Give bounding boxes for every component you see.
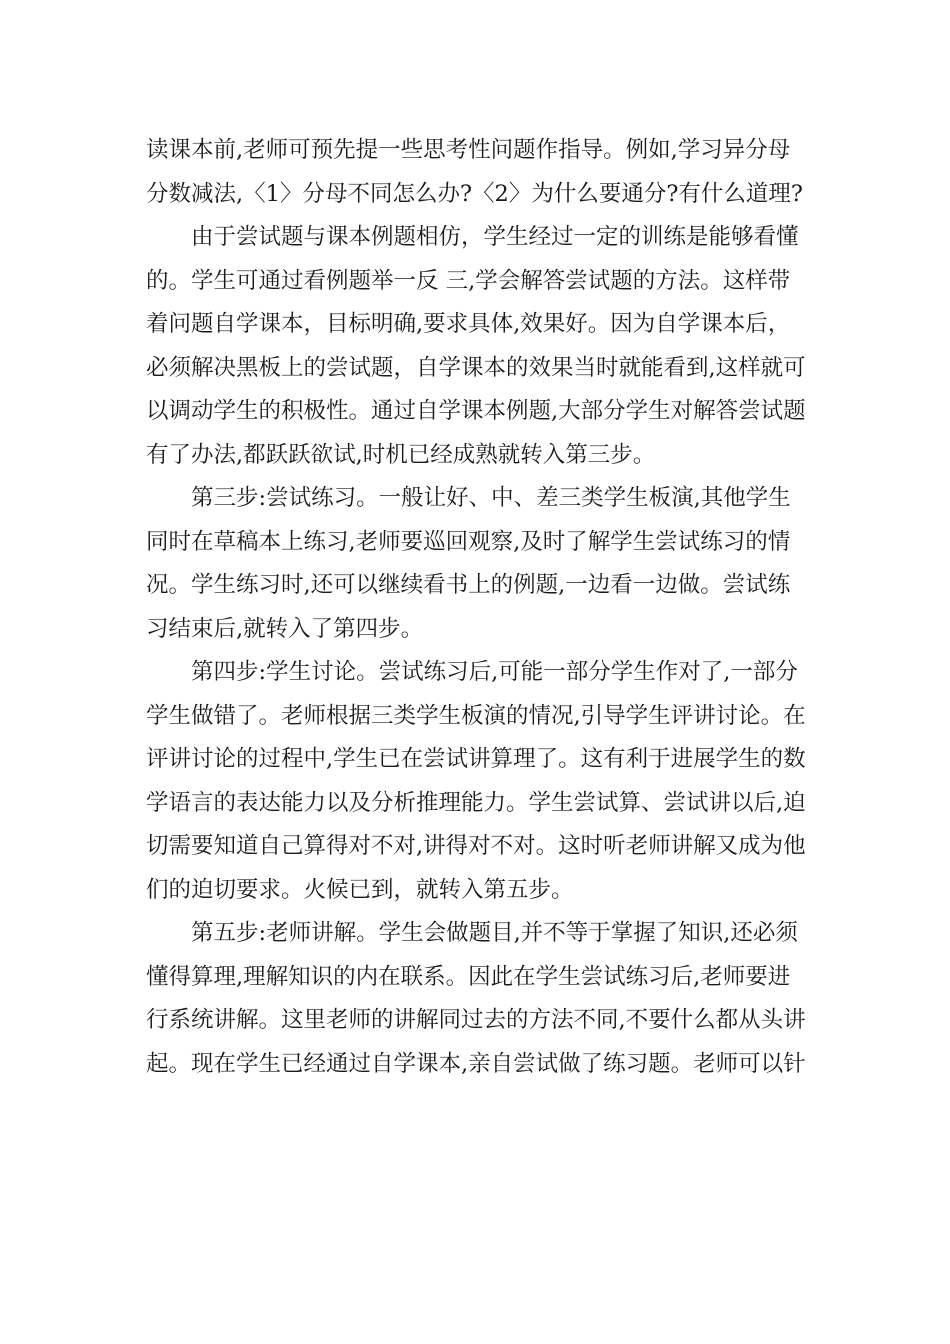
text-line: 们的迫切要求。火候已到，就转入第五步。 <box>146 876 574 903</box>
text-line: 读课本前,老师可预先提一些思考性问题作指导。例如,学习异分母 <box>146 137 791 163</box>
paragraph-step-four <box>146 651 810 912</box>
text-line: 行系统讲解。这里老师的讲解同过去的方法不同,不要什么都从头讲 <box>146 1007 806 1033</box>
text-line: 第五步:老师讲解。学生会做题目,并不等于掌握了知识,还必须 <box>191 920 798 946</box>
text-line: 由于尝试题与课本例题相仿，学生经过一定的训练是能够看懂 <box>191 224 799 250</box>
text-line: 第三步:尝试练习。一般让好、中、差三类学生板演,其他学生 <box>191 485 791 511</box>
text-line: 有了办法,都跃跃欲试,时机已经成熟就转入第三步。 <box>146 441 656 468</box>
text-line: 切需要知道自己算得对不对,讲得对不对。这时听老师讲解又成为他 <box>146 833 806 859</box>
text-line: 分数减法,〈1〉分母不同怎么办?〈2〉为什么要通分?有什么道理? <box>146 180 803 207</box>
paragraph-step-three <box>146 477 810 651</box>
text-line: 着问题自学课本，目标明确,要求具体,效果好。因为自学课本后， <box>146 311 791 337</box>
paragraph-intro <box>146 129 810 216</box>
text-line: 懂得算理,理解知识的内在联系。因此在学生尝试练习后,老师要进 <box>146 963 791 990</box>
text-line: 况。学生练习时,还可以继续看书上的例题,一边看一边做。尝试练 <box>146 572 791 598</box>
text-line: 学生做错了。老师根据三类学生板演的情况,引导学生评讲讨论。在 <box>146 702 806 729</box>
document-body <box>146 129 810 1086</box>
text-line: 同时在草稿本上练习,老师要巡回观察,及时了解学生尝试练习的情 <box>146 528 791 555</box>
paragraph-step-five <box>146 912 810 1086</box>
text-line: 学语言的表达能力以及分析推理能力。学生尝试算、尝试讲以后,迫 <box>146 789 806 816</box>
text-line: 以调动学生的积极性。通过自学课本例题,大部分学生对解答尝试题 <box>146 398 806 424</box>
paragraph-self-study <box>146 216 810 477</box>
text-line: 起。现在学生已经通过自学课本,亲自尝试做了练习题。老师可以针 <box>146 1050 806 1077</box>
text-line: 习结束后,就转入了第四步。 <box>146 615 424 642</box>
text-line: 第四步:学生讨论。尝试练习后,可能一部分学生作对了,一部分 <box>191 659 798 685</box>
text-line: 必须解决黑板上的尝试题，自学课本的效果当时就能看到,这样就可 <box>146 354 806 381</box>
text-line: 评讲讨论的过程中,学生已在尝试讲算理了。这有利于进展学生的数 <box>146 746 806 772</box>
text-line: 的。学生可通过看例题举一反 三,学会解答尝试题的方法。这样带 <box>146 267 791 294</box>
